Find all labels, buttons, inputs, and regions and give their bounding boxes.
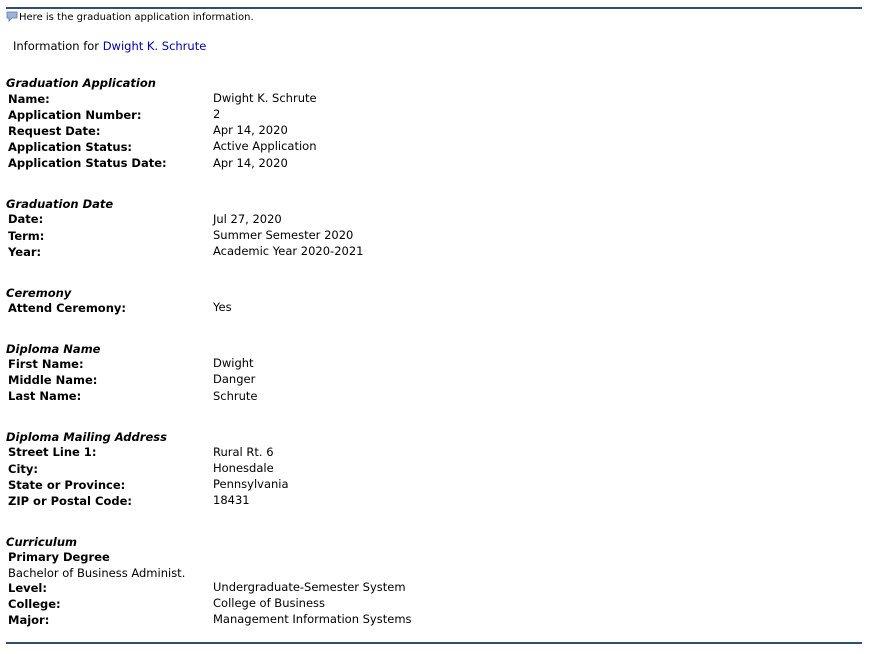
- graduation-date-value: Jul 27, 2020: [213, 212, 282, 226]
- first-name-value: Dwight: [213, 356, 254, 370]
- section-graduation-date: Graduation Date: [6, 197, 114, 211]
- term-label: Term:: [8, 229, 45, 243]
- level-value: Undergraduate-Semester System: [213, 580, 406, 594]
- year-value: Academic Year 2020-2021: [213, 244, 364, 258]
- attend-ceremony-value: Yes: [213, 300, 232, 314]
- application-status-date-value: Apr 14, 2020: [213, 156, 288, 170]
- term-value: Summer Semester 2020: [213, 228, 354, 242]
- last-name-value: Schrute: [213, 389, 258, 403]
- request-date-label: Request Date:: [8, 124, 101, 138]
- section-curriculum: Curriculum: [6, 535, 78, 549]
- degree-value: Bachelor of Business Administ.: [8, 566, 186, 580]
- level-label: Level:: [8, 581, 47, 595]
- first-name-label: First Name:: [8, 357, 84, 371]
- primary-degree-label: Primary Degree: [8, 550, 110, 564]
- city-label: City:: [8, 462, 38, 476]
- street-line-label: Street Line 1:: [8, 445, 97, 459]
- major-value: Management Information Systems: [213, 612, 412, 626]
- application-status-date-label: Application Status Date:: [8, 156, 167, 170]
- state-value: Pennsylvania: [213, 477, 289, 491]
- request-date-value: Apr 14, 2020: [213, 123, 288, 137]
- year-label: Year:: [8, 245, 42, 259]
- note-icon: [6, 11, 18, 22]
- application-status-value: Active Application: [213, 139, 317, 153]
- info-text: Here is the graduation application information.: [19, 12, 254, 23]
- middle-name-label: Middle Name:: [8, 373, 98, 387]
- graduation-date-label: Date:: [8, 212, 44, 226]
- application-status-label: Application Status:: [8, 140, 133, 154]
- middle-name-value: Danger: [213, 372, 256, 386]
- application-number-label: Application Number:: [8, 108, 142, 122]
- major-label: Major:: [8, 613, 50, 627]
- attend-ceremony-label: Attend Ceremony:: [8, 301, 126, 315]
- student-name-link[interactable]: Dwight K. Schrute: [102, 39, 207, 53]
- zip-label: ZIP or Postal Code:: [8, 494, 132, 508]
- city-value: Honesdale: [213, 461, 274, 475]
- section-diploma-name: Diploma Name: [6, 342, 101, 356]
- info-for-line: [13, 39, 206, 53]
- application-number-value: 2: [213, 107, 221, 121]
- state-label: State or Province:: [8, 478, 126, 492]
- top-divider: [6, 7, 862, 9]
- zip-value: 18431: [213, 493, 250, 507]
- name-value: Dwight K. Schrute: [213, 91, 317, 105]
- college-value: College of Business: [213, 596, 326, 610]
- name-label: Name:: [8, 92, 50, 106]
- section-mailing-address: Diploma Mailing Address: [6, 430, 167, 444]
- info-for-prefix: Information for: [13, 39, 100, 53]
- street-line-value: Rural Rt. 6: [213, 445, 274, 459]
- info-message: [6, 12, 254, 23]
- section-ceremony: Ceremony: [6, 286, 72, 300]
- last-name-label: Last Name:: [8, 389, 82, 403]
- bottom-divider: [6, 642, 862, 644]
- college-label: College:: [8, 597, 61, 611]
- section-graduation-application: Graduation Application: [6, 76, 156, 90]
